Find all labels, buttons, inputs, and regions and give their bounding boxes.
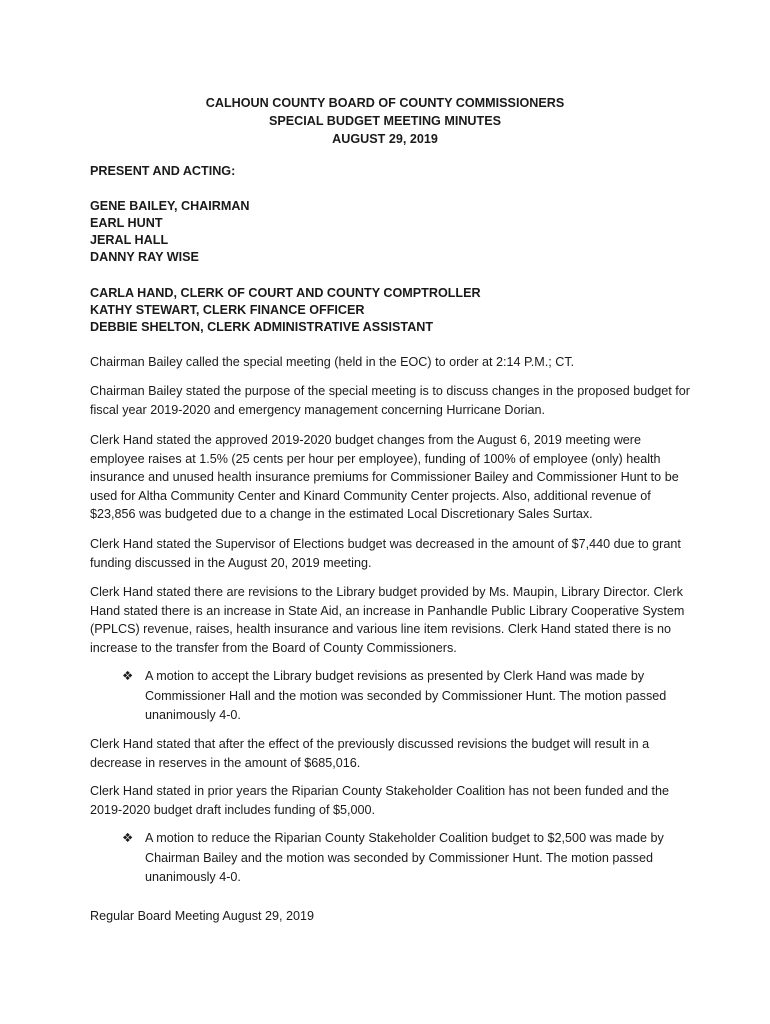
page-footer: Regular Board Meeting August 29, 2019 [90,909,315,923]
paragraph-purpose: Chairman Bailey stated the purpose of the special meeting is to discuss changes in the proposed budget for fiscal year 2019-2020 and emergency management concerning Hurricane Dorian. [90,384,690,417]
motion-text: A motion to accept the Library budget revisions as presented by Clerk Hand was made by Commissioner Hall and the motion was seconded by Commissioner Hunt. The motion passed unanimously 4-0. [145,669,667,723]
paragraph-reserves: Clerk Hand stated that after the effect of the previously discussed revisions the budget will result in a decrease in reserves in the amount of $685,016. [90,737,650,770]
paragraph-library-budget: Clerk Hand stated there are revisions to the Library budget provided by Ms. Maupin, Library Director. Clerk Hand stated there is an increase in State Aid, an increase in Panhandle Public Library Cooperative System (PPLCS) revenue, raises, health insurance and various line item revisions. Clerk Hand stated there is no increase to the transfer from the Board of County Commissioners. [90,585,685,655]
header-title: CALHOUN COUNTY BOARD OF COUNTY COMMISSIONERS [205,96,565,110]
staff-name: DEBBIE SHELTON, CLERK ADMINISTRATIVE ASSISTANT [90,320,434,334]
commissioner-name: JERAL HALL [90,233,169,247]
document-header [0,94,770,148]
paragraph-riparian: Clerk Hand stated in prior years the Riparian County Stakeholder Coalition has not been funded and the 2019-2020 budget draft includes funding of $5,000. [90,784,669,817]
paragraph-budget-changes: Clerk Hand stated the approved 2019-2020 budget changes from the August 6, 2019 meeting were employee raises at 1.5% (25 cents per hour per employee), funding of 100% of employee (only) health insurance and unused health insurance premiums for Commissioner Bailey and Commissioner Hunt to be used for Altha Community Center and Kinard Community Center projects. Also, additional revenue of $23,856 was budgeted due to a change in the estimated Local Discretionary Sales Surtax. [90,433,679,522]
staff-list [90,285,690,336]
motion-text: A motion to reduce the Riparian County Stakeholder Coalition budget to $2,500 was made by Chairman Bailey and the motion was seconded by Commissioner Hunt. The motion passed unanimously 4-0. [145,831,664,885]
staff-name: CARLA HAND, CLERK OF COURT AND COUNTY COMPTROLLER [90,286,481,300]
commissioner-name: EARL HUNT [90,216,163,230]
present-label: PRESENT AND ACTING: [90,164,236,178]
header-subtitle: SPECIAL BUDGET MEETING MINUTES [268,114,502,128]
header-date: AUGUST 29, 2019 [332,132,438,146]
diamond-bullet-icon: ❖ [122,831,134,845]
paragraph-call-to-order: Chairman Bailey called the special meeting (held in the EOC) to order at 2:14 P.M.; CT. [90,355,575,369]
diamond-bullet-icon: ❖ [122,669,134,683]
staff-name: KATHY STEWART, CLERK FINANCE OFFICER [90,303,365,317]
commissioner-name: DANNY RAY WISE [90,250,199,264]
commissioner-name: GENE BAILEY, CHAIRMAN [90,199,250,213]
paragraph-elections-budget: Clerk Hand stated the Supervisor of Elections budget was decreased in the amount of $7,440 due to grant funding discussed in the August 20, 2019 meeting. [90,537,681,570]
commissioner-list [90,198,690,266]
